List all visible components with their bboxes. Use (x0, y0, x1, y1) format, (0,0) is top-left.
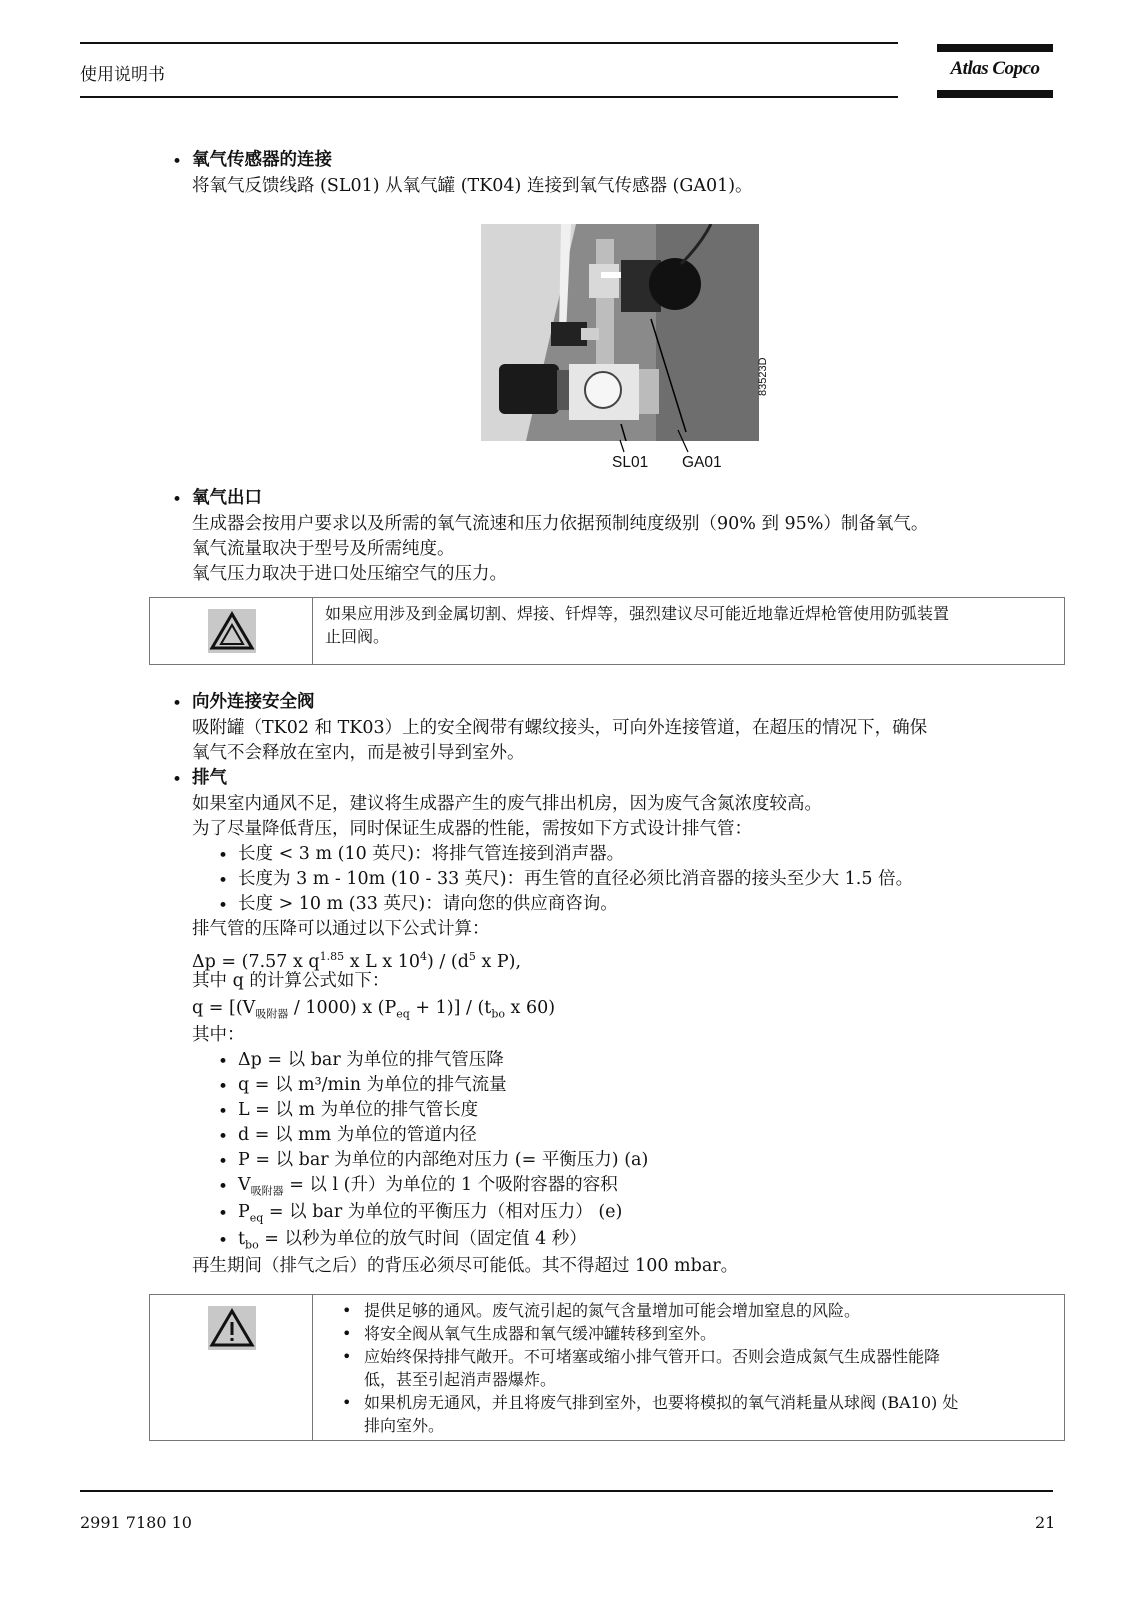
definition-item: P = 以 bar 为单位的内部绝对压力 (= 平衡压力) (a) (238, 1150, 649, 1170)
backpressure-note: 再生期间（排气之后）的背压必须尽可能低。其不得超过 100 mbar。 (192, 1256, 739, 1276)
definition-item: Δp = 以 bar 为单位的排气管压降 (238, 1050, 504, 1070)
definition-item: d = 以 mm 为单位的管道内径 (238, 1125, 477, 1145)
manual-title: 使用说明书 (80, 65, 165, 85)
section-title-exhaust: 排气 (192, 768, 227, 788)
bullet: • (218, 1152, 229, 1172)
where-q: 其中 q 的计算公式如下： (192, 971, 390, 991)
warning-exclamation-icon (208, 1306, 256, 1350)
flow-formula: $q = [(V_{吸附器} / 1000)$ x $(P_{eq} + 1)] / (t_{bo}$ x 60) (192, 998, 556, 1021)
where-label: 其中： (192, 1025, 245, 1045)
bullet: • (342, 1301, 352, 1320)
exhaust-intro: 为了尽量降低背压，同时保证生成器的性能，需按如下方式设计排气管： (192, 819, 752, 839)
bullet: • (218, 1177, 229, 1197)
warning-text: 应始终保持排气敞开。不可堵塞或缩小排气管开口。否则会造成氮气生成器性能降 (364, 1347, 941, 1366)
section-text-oxygen-sensor: 将氧气反馈线路 (SL01) 从氧气罐 (TK04) 连接到氧气传感器 (GA01)。 (192, 176, 753, 196)
bullet: • (218, 1102, 229, 1122)
bullet: • (172, 490, 183, 510)
oxygen-sensor-photo (481, 224, 759, 441)
section-title-oxygen-outlet: 氧气出口 (192, 488, 262, 508)
warning-box-arc (149, 597, 1065, 665)
warning-text: 排向室外。 (364, 1416, 445, 1435)
figure-code: 83523D (757, 357, 769, 396)
callout-lines (600, 428, 710, 454)
outlet-line: 氧气流量取决于型号及所需纯度。 (192, 539, 455, 559)
label-sl01: SL01 (612, 454, 649, 471)
bullet: • (342, 1324, 352, 1343)
bullet: • (218, 1231, 229, 1251)
definition-item: q = 以 m³/min 为单位的排气流量 (238, 1075, 507, 1095)
warning-text: 如果应用涉及到金属切割、焊接、钎焊等，强烈建议尽可能近地靠近焊枪管使用防弧装置 (325, 604, 950, 623)
definition-item: L = 以 m 为单位的排气管长度 (238, 1100, 479, 1120)
bullet: • (218, 896, 229, 916)
section-title-safety-valve: 向外连接安全阀 (192, 692, 315, 712)
outlet-line: 生成器会按用户要求以及所需的氧气流速和压力依据预制纯度级别（90% 到 95%）制备氧气。 (192, 514, 929, 534)
exhaust-intro: 如果室内通风不足，建议将生成器产生的废气排出机房，因为废气含氮浓度较高。 (192, 794, 822, 814)
safety-valve-line: 氧气不会释放在室内，而是被引导到室外。 (192, 743, 525, 763)
section-title-oxygen-sensor: 氧气传感器的连接 (192, 150, 332, 170)
bullet: • (172, 694, 183, 714)
warning-triangle-icon (208, 609, 256, 653)
bullet: • (342, 1393, 352, 1412)
bullet: • (218, 1077, 229, 1097)
bullet: • (218, 1204, 229, 1224)
warning-text: 提供足够的通风。废气流引起的氮气含量增加可能会增加窒息的风险。 (364, 1301, 861, 1320)
bullet: • (218, 871, 229, 891)
page-number: 21 (1035, 1513, 1056, 1532)
definition-item: $t_{bo}$ = 以秒为单位的放气时间（固定值 4 秒） (238, 1229, 587, 1252)
header-top-rule (80, 42, 898, 44)
safety-valve-line: 吸附罐（TK02 和 TK03）上的安全阀带有螺纹接头，可向外连接管道，在超压的情况下，确保 (192, 718, 928, 738)
bullet: • (172, 152, 183, 172)
formula-intro: 排气管的压降可以通过以下公式计算： (192, 919, 490, 939)
length-item: 长度为 3 m - 10m (10 - 33 英尺)：再生管的直径必须比消音器的接头至少大 1.5 倍。 (238, 869, 914, 889)
definition-item: $P_{eq}$ = 以 bar 为单位的平衡压力（相对压力） (e) (238, 1202, 623, 1225)
definition-item: $V_{吸附器}$ = 以 l (升）为单位的 1 个吸附容器的容积 (238, 1175, 618, 1198)
pressure-drop-formula: Δp = (7.57 x $q^{1.85}$ x L x $10^4) / (d^5$ x P), (192, 950, 522, 972)
atlas-copco-logo: Atlas Copco (937, 44, 1053, 98)
warning-box-ventilation (149, 1294, 1065, 1441)
label-ga01: GA01 (682, 454, 722, 471)
doc-number: 2991 7180 10 (80, 1513, 192, 1532)
header-bottom-rule (80, 96, 898, 98)
bullet: • (172, 770, 183, 790)
length-item: 长度 > 10 m (33 英尺)：请向您的供应商咨询。 (238, 894, 618, 914)
bullet: • (218, 846, 229, 866)
bullet: • (218, 1127, 229, 1147)
warning-text: 将安全阀从氧气生成器和氧气缓冲罐转移到室外。 (364, 1324, 717, 1343)
bullet: • (218, 1052, 229, 1072)
warning-text: 低，甚至引起消声器爆炸。 (364, 1370, 557, 1389)
length-item: 长度 < 3 m (10 英尺)：将排气管连接到消声器。 (238, 844, 625, 864)
warning-text: 如果机房无通风，并且将废气排到室外，也要将模拟的氧气消耗量从球阀 (BA10) 处 (364, 1393, 959, 1412)
footer-rule (80, 1490, 1053, 1492)
outlet-line: 氧气压力取决于进口处压缩空气的压力。 (192, 564, 507, 584)
bullet: • (342, 1347, 352, 1366)
warning-text: 止回阀。 (325, 627, 390, 646)
